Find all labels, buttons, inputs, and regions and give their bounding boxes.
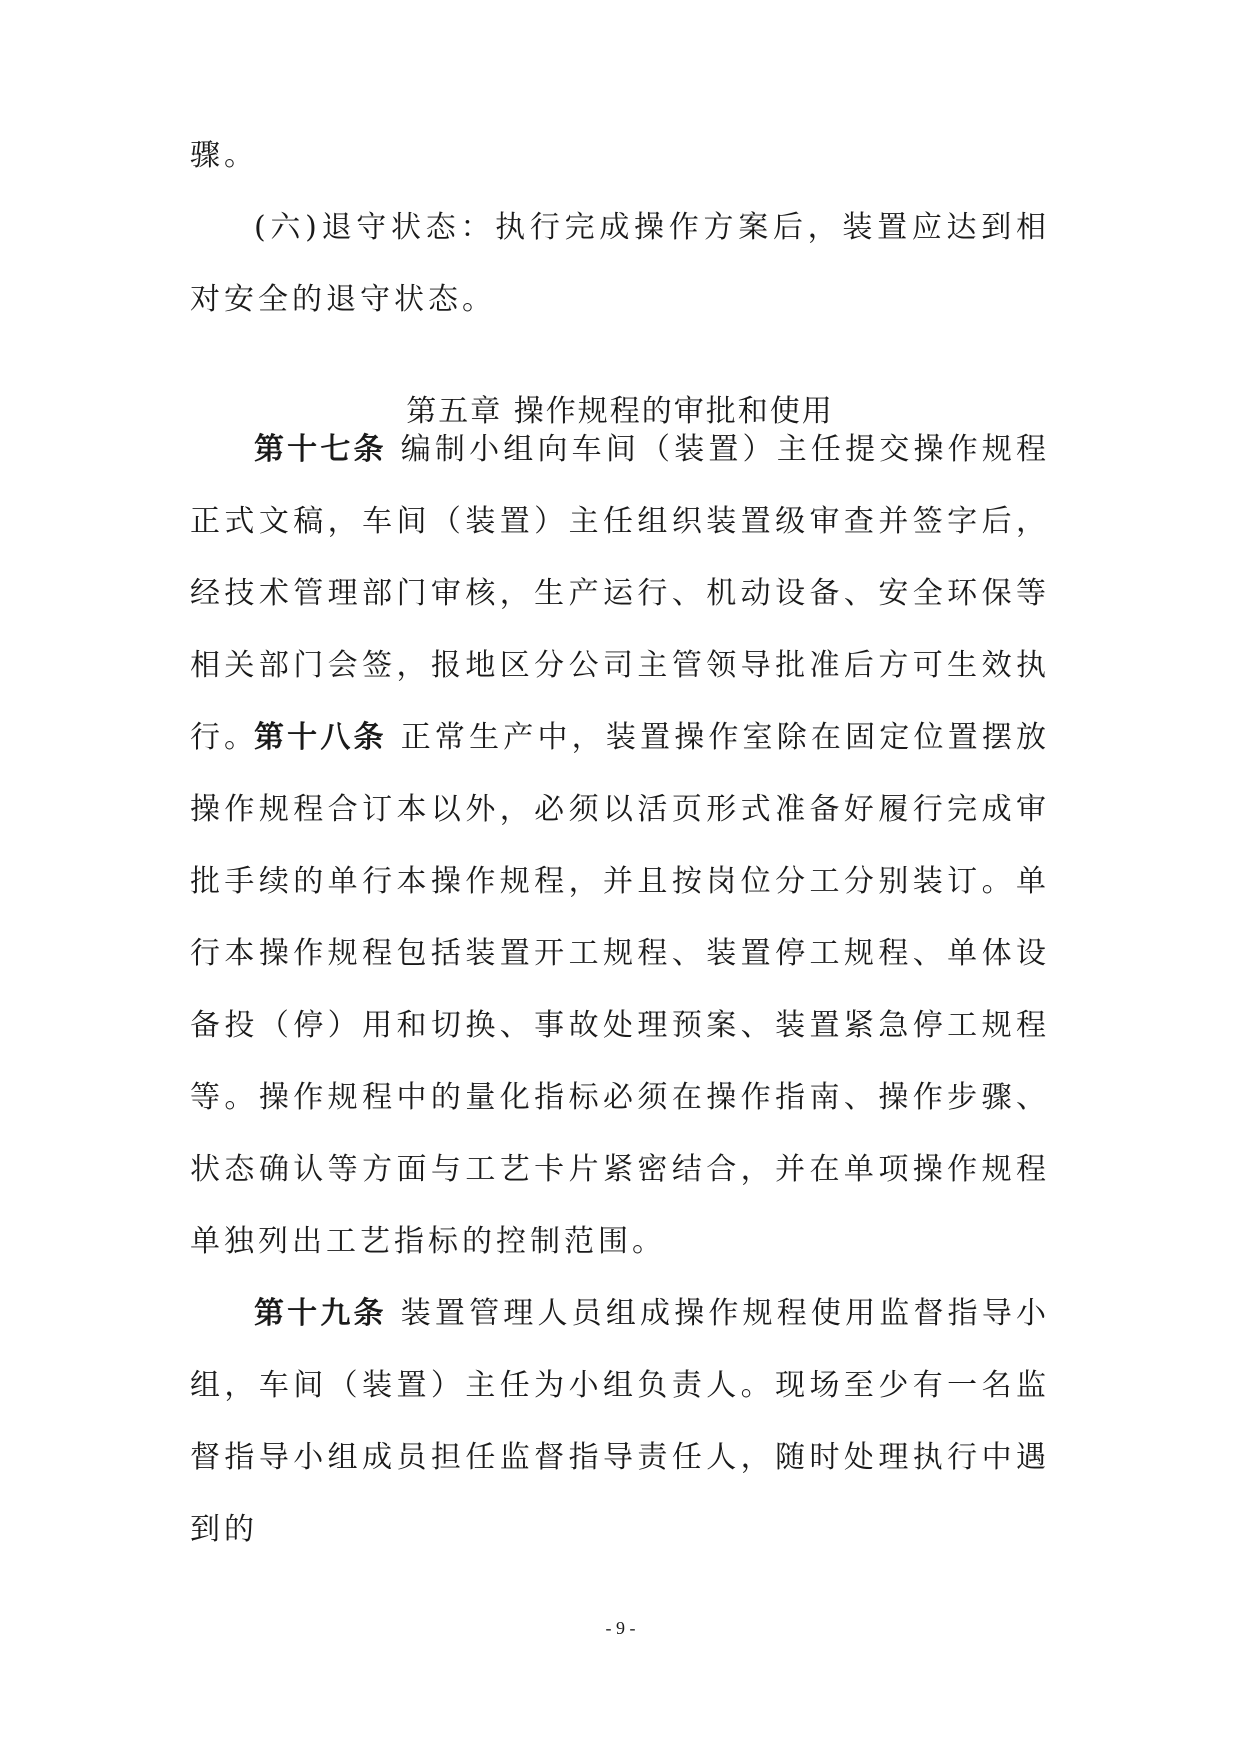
chapter-title: 第五章 操作规程的审批和使用 <box>406 394 834 429</box>
article-18-paragraph <box>190 702 1050 1278</box>
article-18-text: 正常生产中，装置操作室除在固定位置摆放操作规程合订本以外，必须以活页形式准备好履行完成审批手续的单行本操作规程，并且按岗位分工分别装订。单行本操作规程包括装置开工规程、装置停工规程、单体设备投（停）用和切换、事故处理预案、装置紧急停工规程等。操作规程中的量化指标必须在操作指南、操作步骤、状态确认等方面与工艺卡片紧密结合，并在单项操作规程单独列出工艺指标的控制范围。 <box>190 720 1051 1259</box>
item-six-paragraph: (六)退守状态：执行完成操作方案后，装置应达到相对安全的退守状态。 <box>190 210 1050 317</box>
article-17-text: 编制小组向车间（装置）主任提交操作规程正式文稿，车间（装置）主任组织装置级审查并签字后，经技术管理部门审核，生产运行、机动设备、安全环保等相关部门会签，报地区分公司主管领导批准后方可生效执行。 <box>190 432 1051 755</box>
article-18-label: 第十八条 <box>254 720 387 755</box>
article-19-paragraph <box>190 1278 1050 1566</box>
article-19-text: 装置管理人员组成操作规程使用监督指导小组，车间（装置）主任为小组负责人。现场至少有一名监督指导小组成员担任监督指导责任人，随时处理执行中遇到的 <box>190 1296 1051 1547</box>
continuation-text: 骤。 <box>190 138 258 173</box>
article-19-label: 第十九条 <box>254 1296 387 1331</box>
page-number: - 9 - <box>605 1618 636 1638</box>
article-17-label: 第十七条 <box>254 432 387 467</box>
